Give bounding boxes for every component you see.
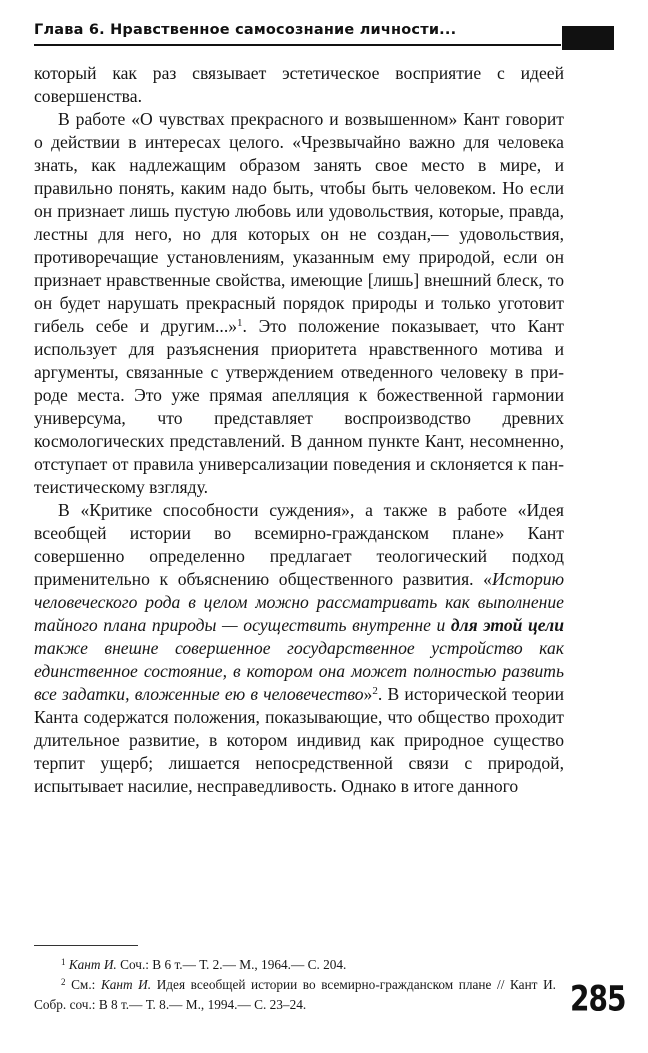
running-header: [34, 20, 614, 50]
main-text: [34, 62, 564, 798]
quote-close: »: [363, 684, 373, 704]
footnote-ref-1: 1: [237, 317, 243, 329]
footnotes: [34, 955, 556, 1015]
paragraph-2-tail: . Это положение показывает, что Кант использует для разъяснения приоритета нравственного мотива и аргументы, связанные с утверждением отведенного человеку в природе места. Это уже прямая апелляция к божественной гармонии универсума, что представляет воспроизводство древних космологических представлений. В данном пункте Кант, несомненно, отступает от правила универсализации поведения и склоняется к пантеистическому взгляду.: [34, 316, 564, 497]
footnote-2-text: Идея всеобщей истории во всемирно-гражданском плане // Кант И. Собр. соч.: В 8 т.— Т. 8.— М., 1994.— С. 23–24.: [34, 977, 556, 1012]
paragraph-3-text: В «Критике способности суждения», а также в работе «Идея всеобщей истории во всемирно-гражданском плане» Кант совершенно определенно предлагает теологический подход применительно к объяснению общественного развития. «: [34, 500, 564, 589]
paragraph-2-text: В работе «О чувствах прекрасного и возвышенном» Кант говорит о действии в интересах целого. «Чрезвычайно важно для человека знать, как надлежащим образом занять свое место в мире, и правильно понять, каким надо быть, чтобы быть человеком. Но если он признает лишь пустую любовь или удовольствия, которые, правда, лестны для него, но для которых он не создан,— удовольствия, противоречащие установлениям, указанным ему природой, если он признает нравственные свойства, имеющие [лишь] внешний блеск, то он будет нарушать прекрасный порядок природы и только уготовит гибель себе и другим...»: [34, 109, 564, 336]
footnote-2: [34, 975, 556, 1015]
kant-quote-italic: Историю человеческого рода в целом можно рассматривать как выполнение тайного плана природы — осуществить внутренне и: [34, 569, 564, 635]
paragraph-1: который как раз связывает эстетическое восприятие с идеей совершенства.: [34, 63, 564, 106]
header-rule: [34, 44, 561, 46]
footnote-rule: [34, 945, 138, 946]
footnote-1-mark: 1: [61, 957, 66, 967]
running-header-title: Глава 6. Нравственное самосознание личности...: [34, 22, 457, 38]
footnote-1: [34, 955, 556, 975]
paragraph-2: [34, 108, 564, 499]
footnote-1-author: Кант И.: [68, 957, 117, 972]
page-number: 285: [570, 978, 626, 1020]
paragraph-3-tail: . В исторической теории Канта содержатся положения, показывающие, что общество проходит длительное развитие, в котором индивид как природное существо терпит ущерб; лишается непосредственной связи с природой, испытывает насилие, несправедливость. Однако в итоге данного: [34, 684, 564, 796]
footnote-1-text: Соч.: В 6 т.— Т. 2.— М., 1964.— С. 204.: [116, 957, 347, 972]
footnote-2-prefix: См.:: [65, 977, 101, 992]
kant-quote-bold: для этой цели: [450, 615, 564, 635]
kant-quote-italic-2: также внешне совершенное государственное устройство как единственное состояние, в котором она может полностью развить все задатки, вложенные ею в человечество: [34, 638, 564, 704]
paragraph-3: [34, 499, 564, 798]
header-black-bar: [562, 26, 614, 50]
footnote-ref-2: 2: [372, 685, 378, 697]
footnote-2-author: Кант И.: [100, 977, 152, 992]
footnote-2-mark: 2: [61, 977, 66, 987]
